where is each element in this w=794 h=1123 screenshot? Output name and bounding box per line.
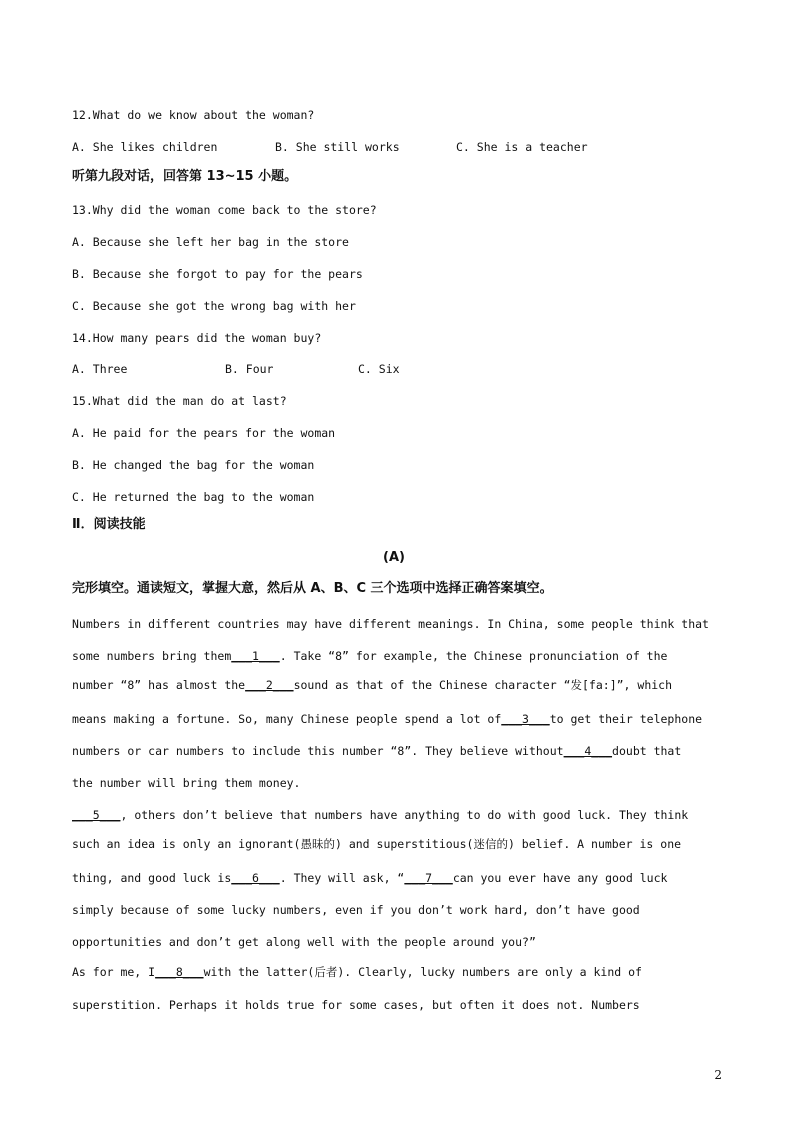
- q15-option-a: A. He paid for the pears for the woman: [72, 426, 336, 440]
- blank-5: ___5___: [72, 808, 121, 822]
- q13-option-b: B. Because she forgot to pay for the pears: [72, 267, 363, 281]
- blank-8: ___8___: [155, 965, 204, 979]
- passage-line: superstition. Perhaps it holds true for some cases, but often it does not. Numbers: [72, 998, 640, 1012]
- q13-question: 13.Why did the woman come back to the store?: [72, 203, 377, 217]
- q13-option-c: C. Because she got the wrong bag with her: [72, 299, 356, 313]
- q14-option-c: C. Six: [358, 362, 400, 376]
- blank-2: ___2___: [245, 678, 294, 692]
- blank-4: ___4___: [563, 744, 613, 758]
- q13-option-a: A. Because she left her bag in the store: [72, 235, 349, 249]
- blank-1: ___1___: [231, 649, 280, 663]
- page-number: 2: [714, 1068, 722, 1082]
- q15-option-c: C. He returned the bag to the woman: [72, 490, 315, 504]
- blank-7: ___7___: [404, 871, 453, 885]
- passage-line: number “8” has almost the___2___sound as that of the Chinese character “发[fa:]”, which: [72, 678, 673, 692]
- passage-line: simply because of some lucky numbers, even if you don’t work hard, don’t have good: [72, 903, 640, 917]
- cloze-instruction: 完形填空。通读短文，掌握大意，然后从 A、B、C 三个选项中选择正确答案填空。: [72, 581, 553, 596]
- passage-line: such an idea is only an ignorant(愚昧的) and superstitious(迷信的) belief. A number is one: [72, 837, 682, 851]
- q12-question: 12.What do we know about the woman?: [72, 108, 315, 122]
- passage-line: numbers or car numbers to include this number “8”. They believe without___4___doubt that: [72, 744, 682, 758]
- q14-question: 14.How many pears did the woman buy?: [72, 331, 322, 345]
- q12-option-c: C. She is a teacher: [456, 140, 588, 154]
- passage-line: the number will bring them money.: [72, 776, 301, 790]
- passage-line: opportunities and don’t get along well with the people around you?”: [72, 935, 536, 949]
- part-2-heading: Ⅱ．阅读技能: [72, 517, 146, 532]
- q15-option-b: B. He changed the bag for the woman: [72, 458, 315, 472]
- passage-line: means making a fortune. So, many Chinese people spend a lot of___3___to get their telephone: [72, 712, 703, 726]
- q14-option-b: B. Four: [225, 362, 274, 376]
- passage-line: thing, and good luck is___6___. They will ask, “___7___can you ever have any good luck: [72, 871, 668, 885]
- section-9-heading: 听第九段对话，回答第 13~15 小题。: [72, 169, 298, 184]
- passage-line: As for me, I___8___with the latter(后者). Clearly, lucky numbers are only a kind of: [72, 965, 642, 979]
- part-a-heading: (A): [383, 550, 405, 565]
- q12-option-a: A. She likes children: [72, 140, 218, 154]
- q14-option-a: A. Three: [72, 362, 128, 376]
- blank-3: ___3___: [501, 712, 550, 726]
- blank-6: ___6___: [231, 871, 280, 885]
- q15-question: 15.What did the man do at last?: [72, 394, 287, 408]
- passage-line: Numbers in different countries may have different meanings. In China, some people think that: [72, 617, 709, 631]
- q12-option-b: B. She still works: [275, 140, 400, 154]
- passage-line: some numbers bring them___1___. Take “8” for example, the Chinese pronunciation of the: [72, 649, 668, 663]
- passage-line: ___5___, others don’t believe that numbers have anything to do with good luck. They think: [72, 808, 689, 822]
